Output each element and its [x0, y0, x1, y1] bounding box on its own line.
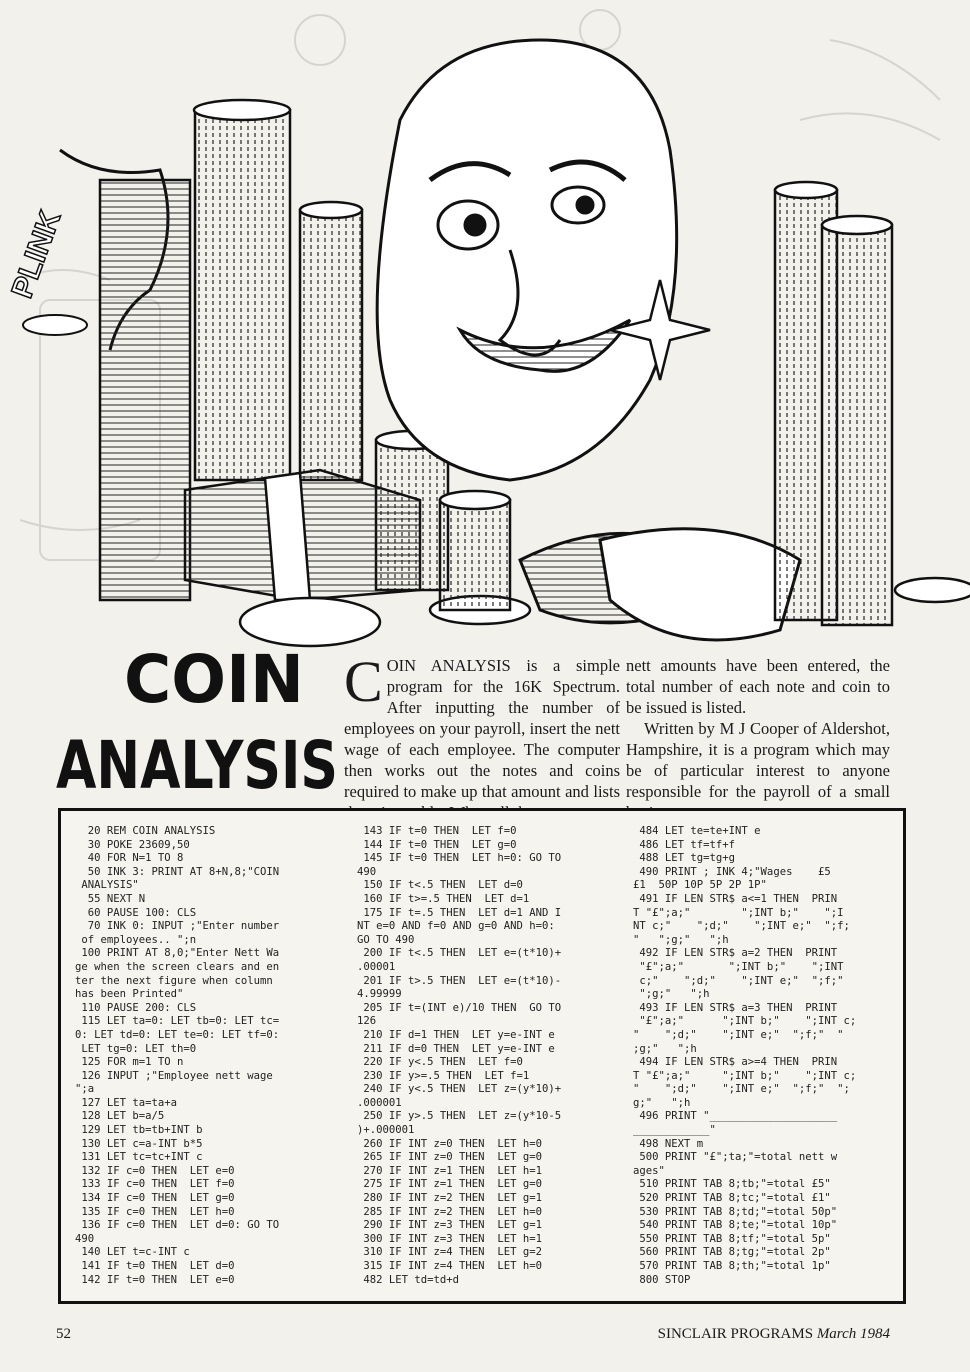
listing-line: 145 IF t=0 THEN LET h=0: GO TO — [357, 852, 562, 865]
listing-line: )+.000001 — [357, 1124, 415, 1137]
listing-line: £1 50P 10P 5P 2P 1P" — [633, 879, 767, 892]
listing-line: of employees.. ";n — [75, 933, 197, 946]
listing-column-2 — [357, 825, 633, 1287]
listing-line: "£";a;" ";INT b;" ";INT c; — [633, 1015, 857, 1028]
listing-line: 136 IF c=0 THEN LET d=0: GO TO — [75, 1219, 280, 1232]
listing-line: 490 PRINT ; INK 4;"Wages £5 — [633, 865, 831, 878]
title-line-coin: COIN — [124, 641, 304, 718]
listing-line: ;g;" ";h — [633, 1042, 697, 1055]
listing-line: " ";d;" ";INT e;" ";f;" " — [633, 1028, 844, 1041]
listing-line: 240 IF y<.5 THEN LET z=(y*10)+ — [357, 1083, 562, 1096]
listing-line: 211 IF d=0 THEN LET y=e-INT e — [357, 1042, 555, 1055]
listing-line: 210 IF d=1 THEN LET y=e-INT e — [357, 1028, 555, 1041]
magazine-name: SINCLAIR PROGRAMS — [657, 1326, 814, 1342]
listing-line: 144 IF t=0 THEN LET g=0 — [357, 838, 517, 851]
listing-line: 133 IF c=0 THEN LET f=0 — [75, 1178, 235, 1191]
listing-line: 310 IF INT z=4 THEN LET g=2 — [357, 1246, 542, 1259]
listing-line: 260 IF INT z=0 THEN LET h=0 — [357, 1137, 542, 1150]
listing-line: 493 IF LEN STR$ a=3 THEN PRINT — [633, 1001, 838, 1014]
listing-line: 275 IF INT z=1 THEN LET g=0 — [357, 1178, 542, 1191]
listing-line: " ";g;" ";h — [633, 933, 729, 946]
listing-line: NT e=0 AND f=0 AND g=0 AND h=0: — [357, 920, 555, 933]
svg-text:PLINK: PLINK — [5, 206, 68, 303]
listing-line: 141 IF t=0 THEN LET d=0 — [75, 1260, 235, 1272]
drop-cap: C — [344, 649, 383, 714]
listing-line: 540 PRINT TAB 8;te;"=total 10p" — [633, 1219, 838, 1232]
plink-sound-effect — [6, 206, 68, 302]
listing-column-1 — [75, 825, 357, 1287]
intro-column-2 — [626, 655, 890, 823]
listing-line: 230 IF y>=.5 THEN LET f=1 — [357, 1069, 530, 1082]
listing-line: ";g;" ";h — [633, 988, 710, 1001]
listing-line: 200 IF t<.5 THEN LET e=(t*10)+ — [357, 947, 562, 960]
listing-line: 498 NEXT m — [633, 1137, 704, 1150]
listing-line: 140 LET t=c-INT c — [75, 1246, 190, 1259]
listing-line: ____________" — [633, 1124, 716, 1137]
listing-line: .000001 — [357, 1096, 402, 1109]
listing-line: 530 PRINT TAB 8;td;"=total 50p" — [633, 1205, 838, 1218]
listing-line: 160 IF t>=.5 THEN LET d=1 — [357, 892, 530, 905]
listing-line: 134 IF c=0 THEN LET g=0 — [75, 1192, 235, 1205]
listing-line: T "£";a;" ";INT b;" ";I — [633, 906, 844, 919]
listing-line: GO TO 490 — [357, 933, 415, 946]
listing-line: 130 LET c=a-INT b*5 — [75, 1137, 203, 1150]
listing-line: 135 IF c=0 THEN LET h=0 — [75, 1205, 235, 1218]
listing-line: ge when the screen clears and en — [75, 960, 280, 973]
listing-line: 0: LET td=0: LET te=0: LET tf=0: — [75, 1028, 280, 1041]
listing-line: 484 LET te=te+INT e — [633, 825, 761, 837]
listing-line: 20 REM COIN ANALYSIS — [75, 825, 216, 837]
listing-line: has been Printed" — [75, 988, 184, 1001]
listing-line: 290 IF INT z=3 THEN LET g=1 — [357, 1219, 542, 1232]
listing-line: 560 PRINT TAB 8;tg;"=total 2p" — [633, 1246, 831, 1259]
listing-line: 142 IF t=0 THEN LET e=0 — [75, 1273, 235, 1286]
listing-line: 490 — [357, 865, 377, 878]
listing-line: 128 LET b=a/5 — [75, 1110, 165, 1123]
listing-line: 520 PRINT TAB 8;tc;"=total £1" — [633, 1192, 831, 1205]
listing-line: 143 IF t=0 THEN LET f=0 — [357, 825, 517, 837]
listing-line: 492 IF LEN STR$ a=2 THEN PRINT — [633, 947, 838, 960]
title-line-analysis: ANALYSIS — [56, 727, 338, 804]
program-listing-box — [58, 808, 906, 1304]
listing-line: 270 IF INT z=1 THEN LET h=1 — [357, 1164, 542, 1177]
listing-column-3 — [633, 825, 903, 1287]
coin-analysis-logo — [52, 640, 342, 804]
banknote-bundle — [185, 470, 420, 600]
listing-line: 132 IF c=0 THEN LET e=0 — [75, 1164, 235, 1177]
listing-line: 4.99999 — [357, 988, 402, 1001]
listing-line: 496 PRINT "____________________ — [633, 1110, 838, 1123]
intro-paragraph-1: OIN ANALYSIS is a simple program for the 16K Spectrum. After inputting the number of employees on your payroll, insert the nett wage of each employee. The computer then works out the notes and coins required to make up that amount and lists — [344, 656, 620, 801]
listing-line: ages" — [633, 1164, 665, 1177]
listing-line: 488 LET tg=tg+g — [633, 852, 736, 865]
listing-line: 126 INPUT ;"Employee nett wage — [75, 1069, 273, 1082]
listing-line: 60 PAUSE 100: CLS — [75, 906, 197, 919]
listing-line: 300 IF INT z=3 THEN LET h=1 — [357, 1232, 542, 1245]
listing-line: 129 LET tb=tb+INT b — [75, 1124, 203, 1137]
listing-line: 800 STOP — [633, 1273, 691, 1286]
listing-line: 205 IF t=(INT e)/10 THEN GO TO — [357, 1001, 562, 1014]
listing-line: 50 INK 3: PRINT AT 8+N,8;"COIN — [75, 865, 280, 878]
listing-line: " ";d;" ";INT e;" ";f;" "; — [633, 1083, 850, 1096]
listing-line: 150 IF t<.5 THEN LET d=0 — [357, 879, 523, 892]
page-number: 52 — [56, 1326, 71, 1342]
listing-line: 115 LET ta=0: LET tb=0: LET tc= — [75, 1015, 280, 1028]
coin-miser-illustration — [0, 0, 970, 650]
listing-line: 265 IF INT z=0 THEN LET g=0 — [357, 1151, 542, 1164]
intro-paragraph-2: Written by M J Cooper of Aldershot, Hampshire, it is a program which may be of particular interest to anyone responsible for the payroll of a small — [626, 719, 890, 801]
listing-line: 220 IF y<.5 THEN LET f=0 — [357, 1056, 523, 1069]
listing-line: c;" ";d;" ";INT e;" ";f;" — [633, 974, 844, 987]
listing-line: 510 PRINT TAB 8;tb;"=total £5" — [633, 1178, 831, 1191]
magazine-footer — [658, 1326, 890, 1343]
listing-line: 30 POKE 23609,50 — [75, 838, 190, 851]
listing-line: 482 LET td=td+d — [357, 1273, 460, 1286]
listing-line: LET tg=0: LET th=0 — [75, 1042, 197, 1055]
listing-line: 500 PRINT "£";ta;"=total nett w — [633, 1151, 838, 1164]
listing-line: 315 IF INT z=4 THEN LET h=0 — [357, 1260, 542, 1272]
listing-line: ter the next figure when column — [75, 974, 273, 987]
listing-line: 40 FOR N=1 TO 8 — [75, 852, 184, 865]
listing-line: 201 IF t>.5 THEN LET e=(t*10)- — [357, 974, 562, 987]
listing-line: 55 NEXT N — [75, 892, 146, 905]
listing-line: 285 IF INT z=2 THEN LET h=0 — [357, 1205, 542, 1218]
listing-line: 127 LET ta=ta+a — [75, 1096, 178, 1109]
issue-date: March 1984 — [816, 1326, 890, 1342]
listing-line: "£";a;" ";INT b;" ";INT — [633, 960, 844, 973]
listing-line: 250 IF y>.5 THEN LET z=(y*10-5 — [357, 1110, 562, 1123]
listing-line: 491 IF LEN STR$ a<=1 THEN PRIN — [633, 892, 838, 905]
listing-line: 100 PRINT AT 8,0;"Enter Nett Wa — [75, 947, 280, 960]
listing-line: 125 FOR m=1 TO n — [75, 1056, 184, 1069]
listing-line: T "£";a;" ";INT b;" ";INT c; — [633, 1069, 857, 1082]
listing-line: 70 INK 0: INPUT ;"Enter number — [75, 920, 280, 933]
intro-column-1 — [344, 649, 620, 823]
listing-line: 490 — [75, 1232, 95, 1245]
listing-line: ";a — [75, 1083, 95, 1096]
listing-line: .00001 — [357, 960, 396, 973]
listing-line: 550 PRINT TAB 8;tf;"=total 5p" — [633, 1232, 831, 1245]
coin-stack-right — [775, 182, 892, 625]
listing-line: 570 PRINT TAB 8;th;"=total 1p" — [633, 1260, 831, 1272]
listing-line: 126 — [357, 1015, 377, 1028]
intro-paragraph-1-continued: nett amounts have been entered, the total number of each note and coin to be issued is listed. — [626, 656, 890, 717]
listing-line: 486 LET tf=tf+f — [633, 838, 736, 851]
listing-line: ANALYSIS" — [75, 879, 139, 892]
listing-line: 131 LET tc=tc+INT c — [75, 1151, 203, 1164]
listing-line: 110 PAUSE 200: CLS — [75, 1001, 197, 1014]
listing-line: g;" ";h — [633, 1096, 691, 1109]
listing-line: 175 IF t=.5 THEN LET d=1 AND I — [357, 906, 562, 919]
listing-line: NT c;" ";d;" ";INT e;" ";f; — [633, 920, 850, 933]
listing-line: 280 IF INT z=2 THEN LET g=1 — [357, 1192, 542, 1205]
listing-line: 494 IF LEN STR$ a>=4 THEN PRIN — [633, 1056, 838, 1069]
